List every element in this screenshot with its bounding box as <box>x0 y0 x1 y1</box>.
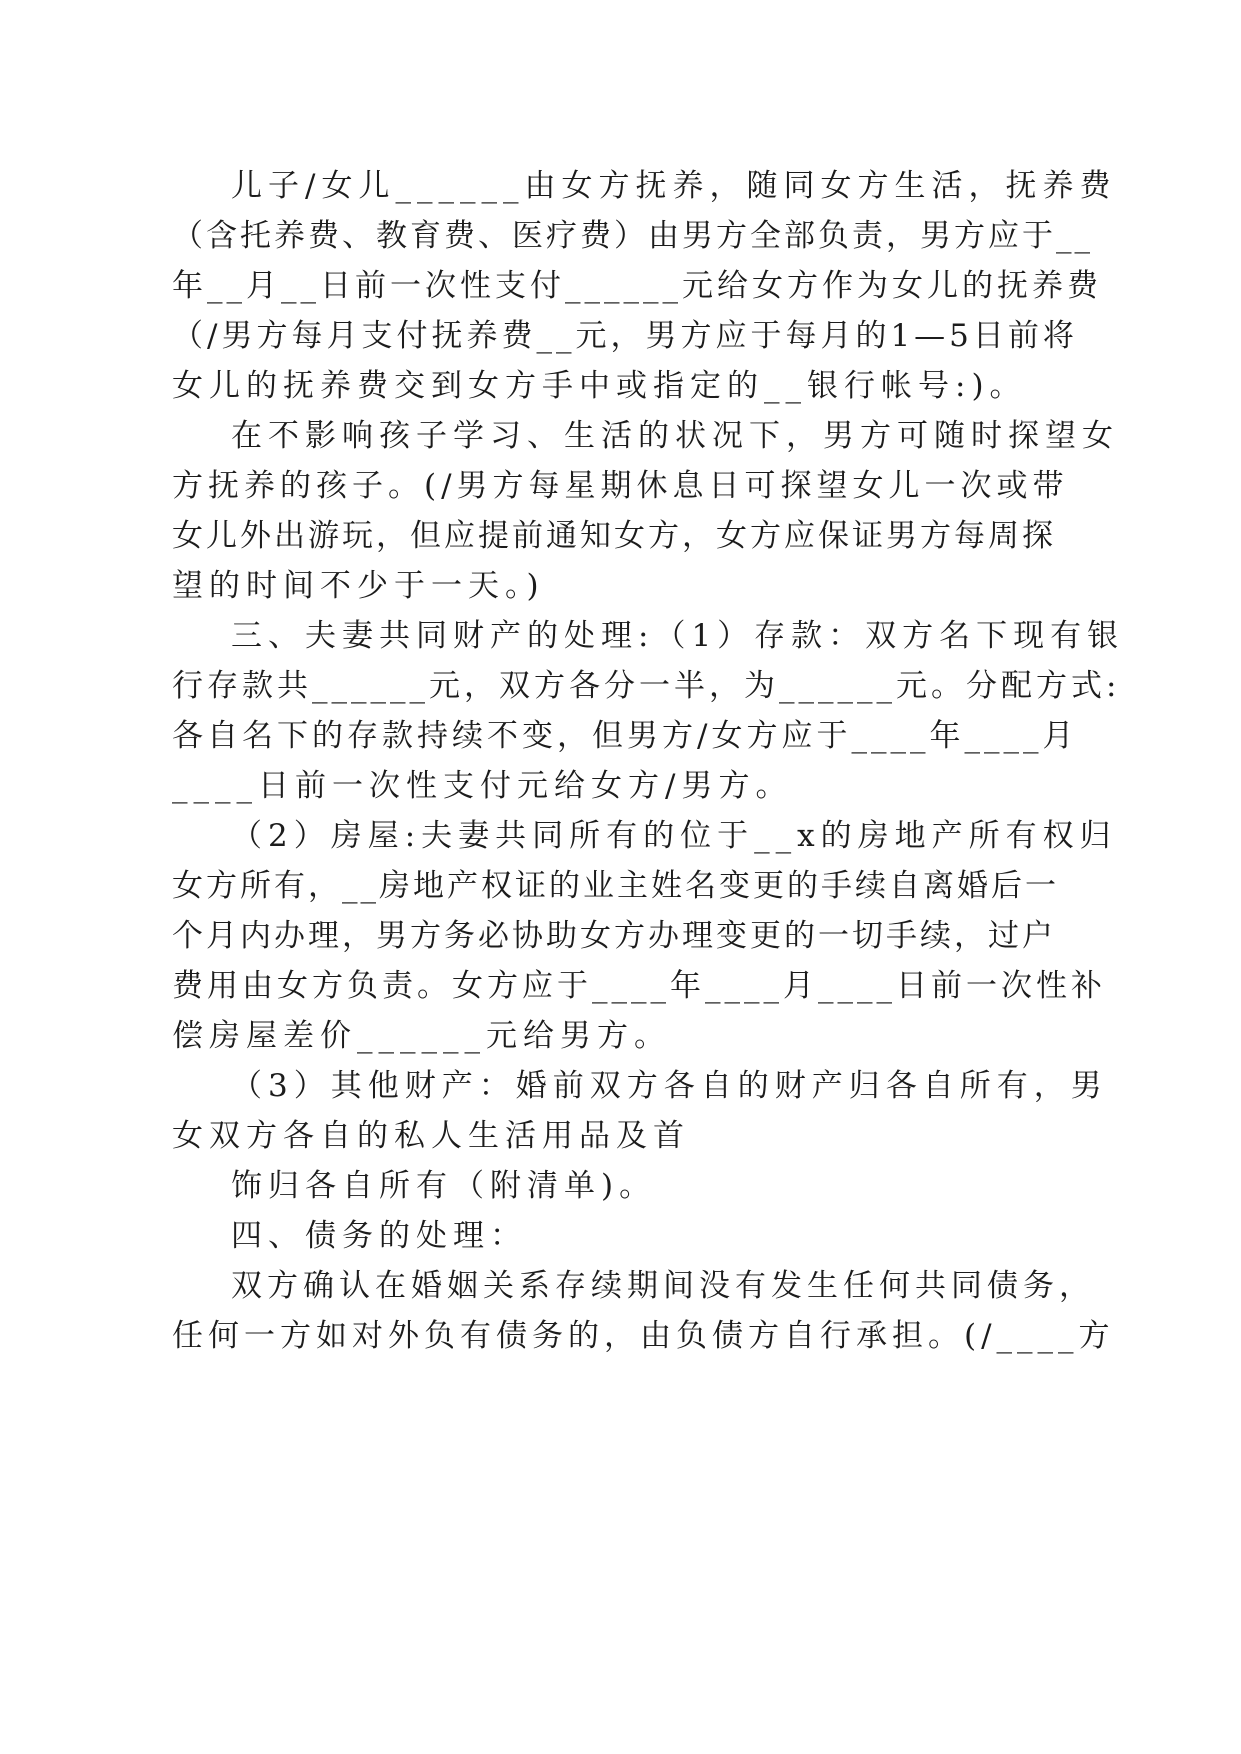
paragraph-line: 偿房屋差价______元给男方。 <box>172 1018 671 1054</box>
paragraph-line: 饰归各自所有（附清单)。 <box>231 1168 657 1204</box>
paragraph-line: （/男方每月支付抚养费__元，男方应于每月的1—5日前将 <box>172 318 1078 354</box>
paragraph-line: 在不影响孩子学习、生活的状况下，男方可随时探望女 <box>231 418 1119 454</box>
paragraph-line: 费用由女方负责。女方应于____年____月____日前一次性补 <box>172 968 1106 1004</box>
paragraph-line: （含托养费、教育费、医疗费）由男方全部负责，男方应于__ <box>172 218 1093 254</box>
paragraph-line: 双方确认在婚姻关系存续期间没有发生任何共同债务， <box>231 1268 1095 1304</box>
paragraph-line: 个月内办理，男方务必协助女方办理变更的一切手续，过户 <box>172 918 1056 954</box>
paragraph-line: 女儿外出游玩，但应提前通知女方，女方应保证男方每周探 <box>172 518 1056 554</box>
paragraph-line: 年__月__日前一次性支付______元给女方作为女儿的抚养费 <box>172 268 1102 304</box>
paragraph-line: ____日前一次性支付元给女方/男方。 <box>172 768 793 804</box>
paragraph-line: （2）房屋:夫妻共同所有的位于__x的房地产所有权归 <box>231 818 1117 854</box>
paragraph-line: 女儿的抚养费交到女方手中或指定的__银行帐号:)。 <box>172 368 1027 404</box>
paragraph-line: 方抚养的孩子。(/男方每星期休息日可探望女儿一次或带 <box>172 468 1069 504</box>
paragraph-line: 任何一方如对外负有债务的，由负债方自行承担。(/____方 <box>172 1318 1115 1354</box>
paragraph-line: 儿子/女儿______由女方抚养，随同女方生活，抚养费 <box>231 168 1117 204</box>
paragraph-line: 望的时间不少于一天。) <box>172 568 545 604</box>
paragraph-line: 三、夫妻共同财产的处理:（1）存款：双方名下现有银 <box>231 618 1125 654</box>
paragraph-line: 四、债务的处理： <box>231 1218 527 1254</box>
paragraph-line: 女双方各自的私人生活用品及首 <box>172 1118 690 1154</box>
paragraph-line: （3）其他财产：婚前双方各自的财产归各自所有，男 <box>231 1068 1108 1104</box>
paragraph-line: 各自名下的存款持续不变，但男方/女方应于____年____月 <box>172 718 1078 754</box>
paragraph-line: 女方所有，__房地产权证的业主姓名变更的手续自离婚后一 <box>172 868 1059 904</box>
paragraph-line: 行存款共______元，双方各分一半，为______元。分配方式: <box>172 668 1121 704</box>
